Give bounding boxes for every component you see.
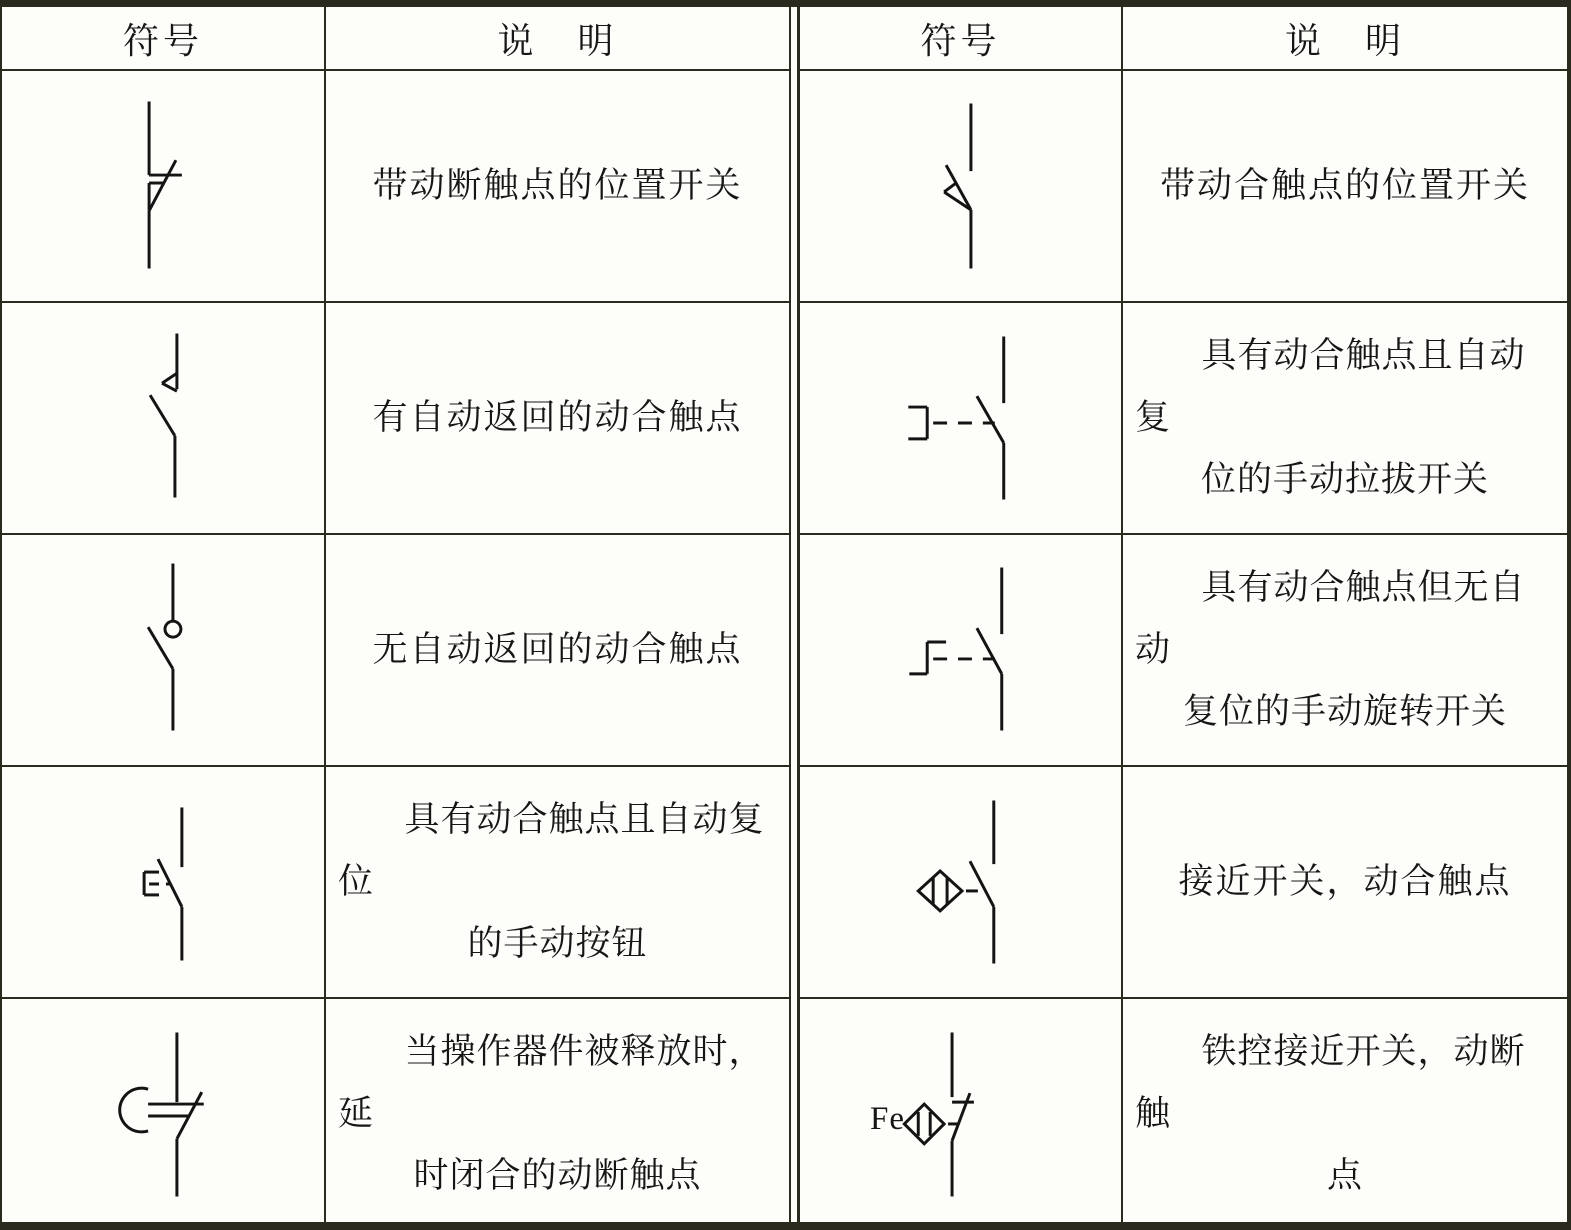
symbol-cell — [2, 301, 326, 533]
manual-pushbutton-icon — [2, 767, 324, 997]
symbol-description: 带动合触点的位置开关 — [1123, 69, 1567, 301]
symbol-description: 无自动返回的动合触点 — [326, 533, 789, 765]
make-contact-auto-return-icon — [2, 303, 324, 533]
symbol-description: 带动断触点的位置开关 — [326, 69, 789, 301]
left-header-symbol: 符号 — [2, 7, 326, 69]
manual-pull-switch-icon — [800, 303, 1121, 533]
symbol-cell — [2, 765, 326, 997]
symbol-cell — [2, 533, 326, 765]
symbol-description: 具有动合触点且自动复 位的手动拉拔开关 — [1123, 301, 1567, 533]
iron-proximity-switch-break-contact-icon — [800, 999, 1121, 1229]
symbol-description: 接近开关，动合触点 — [1123, 765, 1567, 997]
symbol-cell — [800, 765, 1123, 997]
manual-rotary-switch-icon — [800, 535, 1121, 765]
symbol-cell — [800, 301, 1123, 533]
position-switch-make-contact-icon — [800, 71, 1121, 301]
symbol-cell — [2, 69, 326, 301]
make-contact-no-auto-return-icon — [2, 535, 324, 765]
delayed-closing-break-contact-icon — [2, 999, 324, 1229]
symbol-cell — [800, 69, 1123, 301]
symbol-description: 当操作器件被释放时，延 时闭合的动断触点 — [326, 997, 789, 1229]
symbol-description: 具有动合触点且自动复位 的手动按钮 — [326, 765, 789, 997]
right-table — [797, 7, 1567, 1222]
symbol-description: 具有动合触点但无自动 复位的手动旋转开关 — [1123, 533, 1567, 765]
symbol-cell — [800, 997, 1123, 1229]
proximity-switch-make-contact-icon — [800, 767, 1121, 997]
position-switch-break-contact-icon — [2, 71, 324, 301]
right-header-symbol: 符号 — [800, 7, 1123, 69]
left-table — [2, 7, 791, 1222]
right-header-description: 说 明 — [1284, 20, 1405, 61]
symbol-cell — [800, 533, 1123, 765]
symbol-description: 铁控接近开关，动断触 点 — [1123, 997, 1567, 1229]
symbol-cell — [2, 997, 326, 1229]
symbol-description: 有自动返回的动合触点 — [326, 301, 789, 533]
left-header-description: 说 明 — [497, 20, 618, 61]
fe-label: Fe — [870, 1101, 905, 1137]
